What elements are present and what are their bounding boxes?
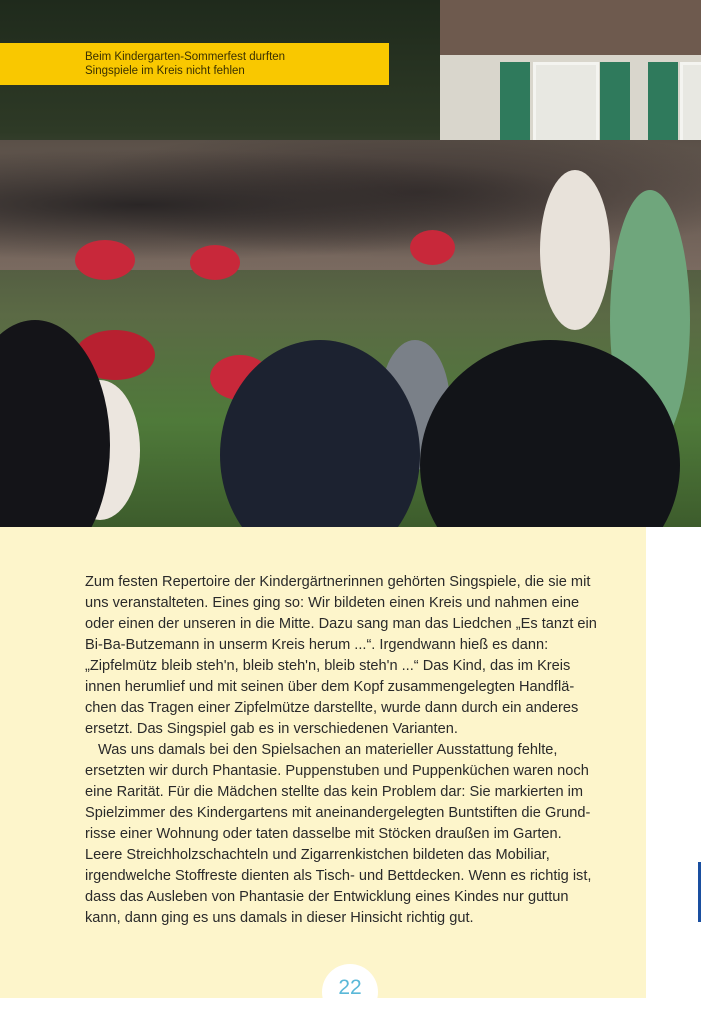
caption-line-1: Beim Kindergarten-Sommerfest durften xyxy=(85,51,286,63)
red-headscarf xyxy=(190,245,240,280)
page-number-badge xyxy=(322,964,378,1020)
red-headscarf xyxy=(410,230,455,265)
page-number: 22 xyxy=(338,976,362,999)
paragraph-1: Zum festen Repertoire der Kindergärtnerinnen gehörten Singspiele, die sie mit uns veranstalteten. Eines ging so: Wir bildeten einen Kreis und nahmen eine oder einen der unseren in die Mitte. Dazu sang man das Liedchen „Es tanzt ein Bi-Ba-Butzemann in unserm Kreis herum ...“. Irgendwann hieß es dann: „Zipfelmütz bleib steh'n, bleib steh'n, bleib steh'n ...“ Das Kind, das im Kreis innen herumlief und mit seinen über dem Kopf zusammengelegten Handflä- chen das Tragen einer Zipfelmütze darstellte, wurde dann durch ein anderes ersetzt. Das Singspiel gab es in verschiedenen Varianten. xyxy=(85,574,597,737)
shutter xyxy=(500,62,530,148)
photo-caption xyxy=(0,43,389,85)
shutter xyxy=(648,62,678,148)
body-text xyxy=(85,572,625,929)
woman-apron xyxy=(540,170,610,330)
caption-line-2: Singspiele im Kreis nicht fehlen xyxy=(85,65,245,77)
shutter xyxy=(600,62,630,148)
paragraph-2: Was uns damals bei den Spielsachen an materieller Ausstattung fehlte, ersetzten wir durch Phantasie. Puppenstuben und Puppenküchen waren noch eine Rarität. Für die Mädchen stellte das kein Problem dar: Sie markierten im Spielzimmer des Kindergartens mit aneinandergelegten Buntstiften die Grund- risse einer Wohnung oder taten dasselbe mit Stöcken draußen im Garten. Leere Streichholzschachteln und Zigarrenkistchen bildeten das Mobiliar, irgendwelche Stoffreste dienten als Tisch- und Bettdecken. Wenn es richtig ist, dass das Ausleben von Phantasie der Entwicklung eines Kindes nur guttun kann, dann ging es uns damals in dieser Hinsicht richtig gut. xyxy=(85,742,592,926)
roof xyxy=(440,0,701,55)
red-headscarf xyxy=(75,240,135,280)
